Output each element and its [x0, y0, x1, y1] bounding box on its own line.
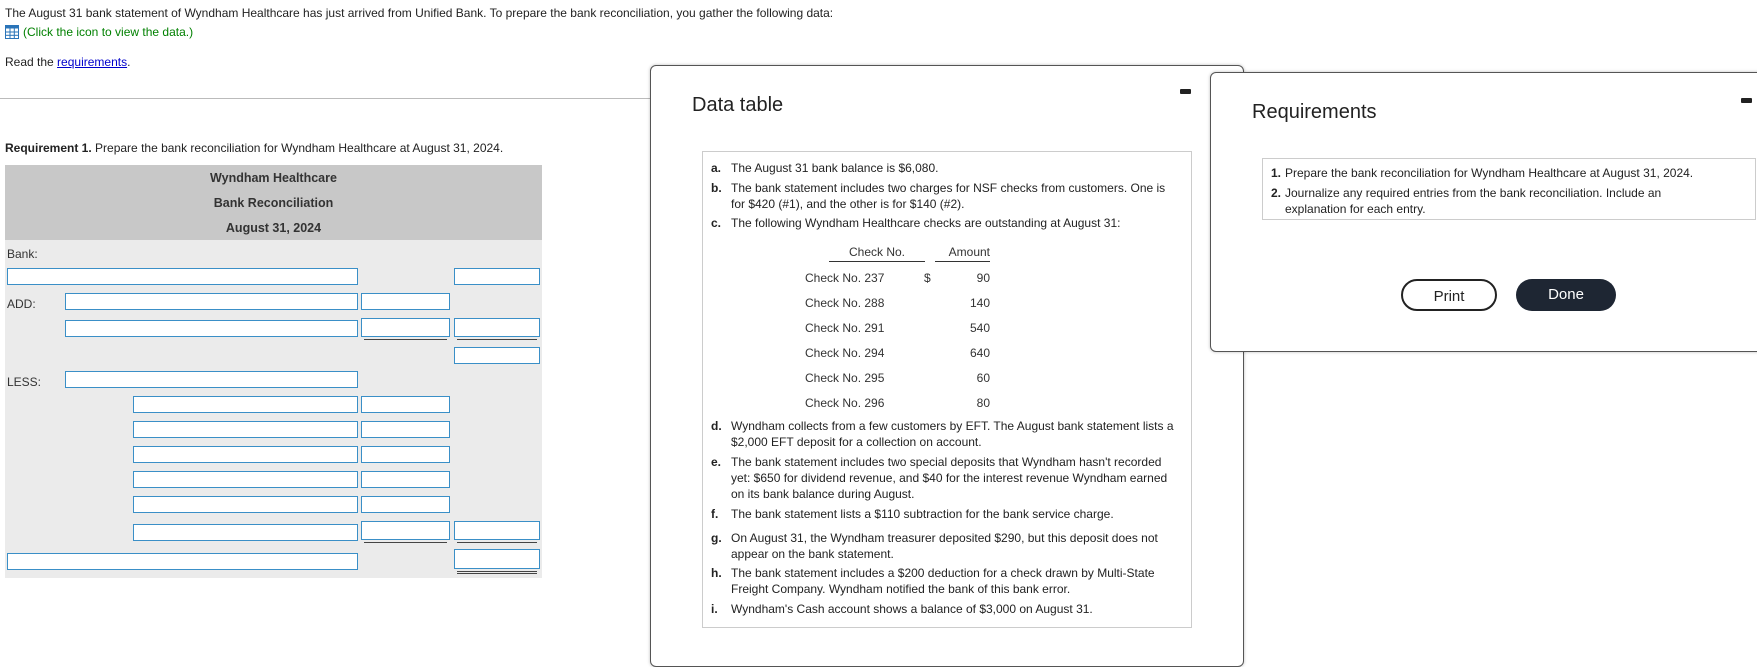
reconciliation-date: August 31, 2024 — [225, 221, 322, 235]
requirements-link[interactable]: requirements — [57, 55, 128, 69]
less-amount-input-2[interactable] — [361, 421, 450, 438]
intro-text: The August 31 bank statement of Wyndham Healthcare has just arrived from Unified Bank. To prepare the bank reconciliation, you gather the following data: — [5, 6, 834, 20]
data-table-content: a. The August 31 bank balance is $6,080. b. The bank statement includes two charges for NSF checks from customers. One is for $420 (#1), and the other is for $140 (#2). c. The following Wyndham Healthcare checks are outstanding at August 31: Check No. Amount Check No. 237 $ 90 Check No. 288 140 Check No. 291 540 Check No. 294 640 Check No. 295 60 Check No. 296 80 d. Wyndham collects from a few customers by EFT. The August bank statement lists a $2,000 EFT deposit for a collection on account. e. The bank statement includes two special deposits that Wyndham hasn't recorded yet: $650 for dividend revenue, and $40 for the interest revenue Wyndham earned on its bank balance during August. f. The bank statement lists a $110 subtraction for the bank service charge. g. On August 31, the Wyndham treasurer deposited $290, but this deposit does not appear on the bank statement. h. The bank statement includes a $200 deduction for a check drawn by Multi-State Freight Company. Wyndham notified the bank of this bank error. i. Wyndham's Cash account shows a balance of $3,000 on August 31. — [702, 151, 1192, 628]
read-requirements: Read the requirements. — [5, 55, 131, 69]
reconciliation-header — [5, 165, 542, 240]
check-amount: 90 — [976, 271, 990, 285]
bank-balance-input[interactable] — [454, 268, 540, 285]
reconciliation-title: Bank Reconciliation — [213, 196, 334, 210]
less-label: LESS: — [7, 375, 42, 389]
data-link[interactable] — [5, 25, 193, 39]
data-table-popup — [650, 65, 1244, 667]
requirements-content: 1. Prepare the bank reconciliation for Wyndham Healthcare at August 31, 2024. 2. Journalize any required entries from the bank reconciliation. Include an explanation for each entry. — [1262, 158, 1756, 220]
check-amount: 640 — [969, 346, 990, 360]
table-grid-icon[interactable] — [5, 25, 19, 39]
less-total-input[interactable] — [454, 521, 540, 540]
check-no: Check No. 291 — [805, 321, 885, 335]
less-amount-input-3[interactable] — [361, 446, 450, 463]
less-item-input-3[interactable] — [133, 446, 358, 463]
less-item-input-4[interactable] — [133, 471, 358, 488]
minimize-icon[interactable] — [1741, 98, 1752, 103]
check-no: Check No. 237 — [805, 271, 885, 285]
add-description-input-1[interactable] — [65, 293, 358, 310]
check-no: Check No. 288 — [805, 296, 885, 310]
check-amount: 80 — [976, 396, 990, 410]
divider — [0, 98, 650, 99]
requirements-popup — [1210, 72, 1757, 352]
add-description-input-2[interactable] — [65, 320, 358, 337]
less-item-input-5[interactable] — [133, 496, 358, 513]
requirements-title: Requirements — [1252, 101, 1377, 123]
adjusted-balance-label-input[interactable] — [7, 553, 358, 570]
adjusted-subtotal-input[interactable] — [454, 347, 540, 364]
add-label: ADD: — [7, 297, 36, 311]
amount-header: Amount — [935, 245, 990, 262]
check-amount: 60 — [976, 371, 990, 385]
check-no: Check No. 295 — [805, 371, 885, 385]
less-item-input-6[interactable] — [133, 524, 358, 541]
check-no-header: Check No. — [829, 245, 925, 262]
check-amount: 140 — [969, 296, 990, 310]
requirement-1-heading: Requirement 1. Prepare the bank reconciliation for Wyndham Healthcare at August 31, 2024. — [5, 141, 504, 155]
print-button[interactable]: Print — [1401, 279, 1497, 311]
check-no: Check No. 294 — [805, 346, 885, 360]
add-amount-input-2[interactable] — [361, 318, 450, 337]
add-amount-input-1[interactable] — [361, 293, 450, 310]
add-total-input[interactable] — [454, 318, 540, 337]
check-amount: 540 — [969, 321, 990, 335]
company-name: Wyndham Healthcare — [210, 171, 337, 185]
less-description-input[interactable] — [65, 371, 358, 388]
less-item-input-1[interactable] — [133, 396, 358, 413]
bank-label: Bank: — [7, 247, 38, 261]
data-table-title: Data table — [692, 94, 784, 116]
less-amount-input-4[interactable] — [361, 471, 450, 488]
less-amount-input-5[interactable] — [361, 496, 450, 513]
data-link-text[interactable]: (Click the icon to view the data.) — [23, 25, 194, 39]
done-button[interactable]: Done — [1516, 279, 1616, 311]
less-item-input-2[interactable] — [133, 421, 358, 438]
minimize-icon[interactable] — [1180, 89, 1191, 94]
currency-symbol: $ — [924, 271, 931, 285]
less-amount-input-6[interactable] — [361, 521, 450, 540]
adjusted-balance-input[interactable] — [454, 549, 540, 569]
bank-description-input[interactable] — [7, 268, 358, 285]
check-no: Check No. 296 — [805, 396, 885, 410]
less-amount-input-1[interactable] — [361, 396, 450, 413]
